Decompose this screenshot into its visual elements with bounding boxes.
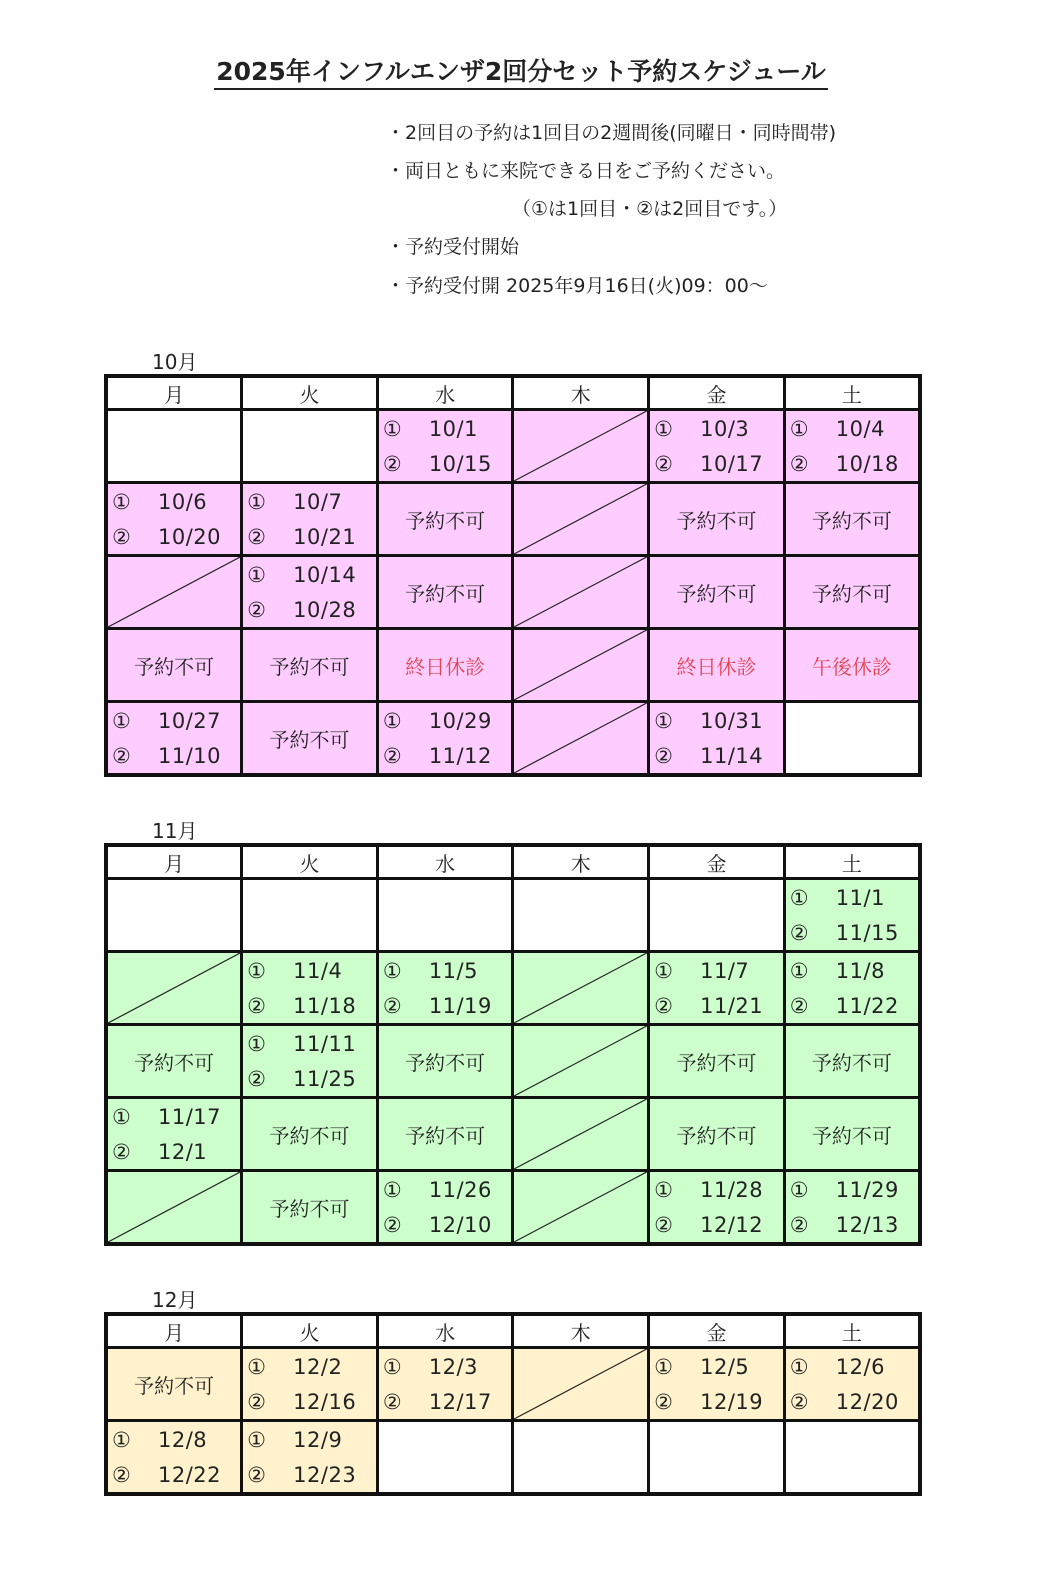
- first-dose-line: [108, 1099, 240, 1134]
- first-dose-date: 11/17: [158, 1104, 222, 1129]
- date-pair-cell: [377, 410, 513, 483]
- second-dose-date: 11/25: [293, 1066, 357, 1091]
- no-clinic-slash-cell: [513, 629, 649, 702]
- second-dose-marker: ②: [789, 1389, 809, 1414]
- second-dose-line: [786, 915, 918, 950]
- first-dose-marker: ①: [654, 416, 673, 441]
- first-dose-marker: ①: [382, 416, 402, 441]
- second-dose-marker: ②: [382, 993, 402, 1018]
- unavailable-cell: [377, 483, 513, 556]
- date-pair-cell: [377, 1171, 513, 1245]
- empty-cell: [784, 702, 920, 776]
- unavailable-label: 予約不可: [676, 1050, 757, 1075]
- first-dose-date: 10/4: [835, 416, 885, 441]
- first-dose-date: 12/6: [835, 1354, 885, 1379]
- date-pair-cell: [106, 1098, 242, 1171]
- weekday-header: 火: [242, 1314, 378, 1348]
- second-dose-line: [379, 738, 512, 773]
- first-dose-date: 10/27: [158, 708, 222, 733]
- second-dose-marker: ②: [789, 451, 809, 476]
- no-clinic-slash-cell: [513, 556, 649, 629]
- unavailable-cell: [649, 1025, 785, 1098]
- first-dose-marker: ①: [382, 708, 402, 733]
- second-dose-marker: ②: [382, 1389, 402, 1414]
- second-dose-marker: ②: [112, 1139, 131, 1164]
- december-calendar: [104, 1312, 922, 1496]
- first-dose-date: 10/3: [700, 416, 750, 441]
- month-label-november: 11月: [152, 819, 198, 843]
- second-dose-date: 11/22: [835, 993, 899, 1018]
- weekday-header: 水: [377, 1314, 513, 1348]
- week-row: [106, 1171, 920, 1245]
- second-dose-line: [786, 1384, 918, 1419]
- first-dose-marker: ①: [247, 489, 266, 514]
- first-dose-date: 12/9: [293, 1427, 343, 1452]
- first-dose-line: [108, 1422, 240, 1457]
- week-row: [106, 879, 920, 952]
- unavailable-cell: [784, 483, 920, 556]
- closed-day-label: 終日休診: [676, 654, 757, 679]
- first-dose-marker: ①: [654, 708, 673, 733]
- note-booking-start-date: ・予約受付開 2025年9月16日(火)09：00～: [386, 275, 768, 297]
- first-dose-marker: ①: [654, 1177, 673, 1202]
- first-dose-marker: ①: [382, 1354, 402, 1379]
- second-dose-date: 12/12: [700, 1212, 764, 1237]
- week-row: [106, 1098, 920, 1171]
- first-dose-date: 11/5: [428, 958, 478, 983]
- unavailable-label: 予約不可: [676, 581, 757, 606]
- first-dose-line: [243, 1422, 376, 1457]
- empty-cell: [106, 410, 242, 483]
- november-calendar: [104, 843, 922, 1246]
- second-dose-date: 11/19: [428, 993, 492, 1018]
- diagonal-slash-icon: [108, 1172, 240, 1242]
- week-row: [106, 1348, 920, 1421]
- unavailable-cell: [649, 483, 785, 556]
- unavailable-label: 予約不可: [134, 654, 215, 679]
- week-row: [106, 952, 920, 1025]
- closed-day-cell: [377, 629, 513, 702]
- second-dose-date: 10/20: [158, 524, 222, 549]
- unavailable-cell: [649, 556, 785, 629]
- no-clinic-slash-cell: [513, 483, 649, 556]
- second-dose-line: [786, 446, 918, 481]
- unavailable-label: 予約不可: [269, 654, 350, 679]
- first-dose-date: 10/1: [428, 416, 478, 441]
- second-dose-marker: ②: [112, 743, 131, 768]
- second-dose-date: 12/13: [835, 1212, 899, 1237]
- date-pair-cell: [106, 1421, 242, 1495]
- weekday-header: 土: [784, 376, 920, 410]
- second-dose-line: [650, 446, 783, 481]
- first-dose-line: [379, 953, 512, 988]
- second-dose-line: [243, 988, 376, 1023]
- unavailable-cell: [784, 1098, 920, 1171]
- week-row: [106, 1025, 920, 1098]
- diagonal-slash-icon: [514, 703, 647, 773]
- diagonal-slash-icon: [514, 953, 647, 1023]
- second-dose-date: 11/10: [158, 743, 222, 768]
- second-dose-line: [786, 1207, 918, 1242]
- date-pair-cell: [649, 1348, 785, 1421]
- weekday-header: 金: [649, 376, 785, 410]
- unavailable-cell: [649, 1098, 785, 1171]
- diagonal-slash-icon: [514, 630, 647, 700]
- closed-day-label: 終日休診: [405, 654, 486, 679]
- second-dose-marker: ②: [247, 1462, 266, 1487]
- second-dose-date: 11/18: [293, 993, 357, 1018]
- note-booking-start-heading: ・予約受付開始: [386, 236, 520, 258]
- first-dose-date: 10/29: [428, 708, 492, 733]
- unavailable-label: 予約不可: [405, 1123, 486, 1148]
- first-dose-marker: ①: [247, 1031, 266, 1056]
- first-dose-date: 12/3: [428, 1354, 478, 1379]
- first-dose-marker: ①: [112, 1104, 131, 1129]
- first-dose-date: 12/5: [700, 1354, 750, 1379]
- date-pair-cell: [106, 702, 242, 776]
- first-dose-marker: ①: [112, 489, 131, 514]
- second-dose-marker: ②: [382, 1212, 402, 1237]
- date-pair-cell: [784, 1171, 920, 1245]
- first-dose-line: [650, 1172, 783, 1207]
- first-dose-line: [243, 953, 376, 988]
- second-dose-line: [650, 1207, 783, 1242]
- second-dose-marker: ②: [247, 1066, 266, 1091]
- diagonal-slash-icon: [108, 557, 240, 627]
- second-dose-line: [379, 988, 512, 1023]
- first-dose-marker: ①: [112, 1427, 131, 1452]
- no-clinic-slash-cell: [513, 1171, 649, 1245]
- closed-day-label: 午後休診: [811, 654, 892, 679]
- first-dose-line: [786, 953, 918, 988]
- second-dose-date: 12/10: [428, 1212, 492, 1237]
- unavailable-label: 予約不可: [405, 581, 486, 606]
- first-dose-date: 11/26: [428, 1177, 492, 1202]
- second-dose-marker: ②: [654, 451, 673, 476]
- unavailable-cell: [242, 1098, 378, 1171]
- first-dose-line: [108, 484, 240, 519]
- second-dose-date: 12/23: [293, 1462, 357, 1487]
- date-pair-cell: [242, 952, 378, 1025]
- unavailable-label: 予約不可: [269, 1123, 350, 1148]
- week-row: [106, 1421, 920, 1495]
- first-dose-date: 10/14: [293, 562, 357, 587]
- empty-cell: [513, 879, 649, 952]
- second-dose-date: 12/22: [158, 1462, 222, 1487]
- second-dose-marker: ②: [247, 1389, 266, 1414]
- date-pair-cell: [784, 1348, 920, 1421]
- first-dose-marker: ①: [789, 885, 809, 910]
- empty-cell: [377, 1421, 513, 1495]
- first-dose-marker: ①: [789, 1354, 809, 1379]
- second-dose-line: [243, 1384, 376, 1419]
- empty-cell: [649, 1421, 785, 1495]
- no-clinic-slash-cell: [513, 702, 649, 776]
- diagonal-slash-icon: [514, 1026, 647, 1096]
- first-dose-date: 11/4: [293, 958, 343, 983]
- week-row: [106, 483, 920, 556]
- no-clinic-slash-cell: [106, 556, 242, 629]
- week-row: [106, 702, 920, 776]
- weekday-header: 木: [513, 376, 649, 410]
- unavailable-cell: [784, 556, 920, 629]
- date-pair-cell: [649, 1171, 785, 1245]
- october-calendar: [104, 374, 922, 777]
- first-dose-date: 11/28: [700, 1177, 764, 1202]
- first-dose-date: 12/2: [293, 1354, 343, 1379]
- weekday-header: 月: [106, 845, 242, 879]
- second-dose-date: 12/1: [158, 1139, 208, 1164]
- second-dose-date: 12/20: [835, 1389, 899, 1414]
- date-pair-cell: [242, 483, 378, 556]
- unavailable-label: 予約不可: [269, 727, 350, 752]
- note-second-dose: ・2回目の予約は1回目の2週間後(同曜日・同時間帯): [386, 122, 837, 144]
- second-dose-date: 12/19: [700, 1389, 764, 1414]
- month-label-october: 10月: [152, 350, 198, 374]
- second-dose-line: [243, 592, 376, 627]
- no-clinic-slash-cell: [513, 1098, 649, 1171]
- first-dose-marker: ①: [247, 562, 266, 587]
- first-dose-date: 11/8: [835, 958, 885, 983]
- empty-cell: [784, 1421, 920, 1495]
- second-dose-line: [650, 1384, 783, 1419]
- first-dose-date: 12/8: [158, 1427, 208, 1452]
- first-dose-marker: ①: [789, 416, 809, 441]
- date-pair-cell: [377, 952, 513, 1025]
- second-dose-marker: ②: [789, 920, 809, 945]
- unavailable-label: 予約不可: [134, 1373, 215, 1398]
- second-dose-marker: ②: [112, 1462, 131, 1487]
- unavailable-cell: [784, 1025, 920, 1098]
- second-dose-line: [379, 1384, 512, 1419]
- empty-cell: [377, 879, 513, 952]
- empty-cell: [242, 410, 378, 483]
- second-dose-marker: ②: [654, 1389, 673, 1414]
- unavailable-label: 予約不可: [676, 508, 757, 533]
- page-title: 2025年インフルエンザ2回分セット予約スケジュール: [0, 52, 1042, 88]
- second-dose-line: [243, 1457, 376, 1492]
- second-dose-marker: ②: [789, 1212, 809, 1237]
- date-pair-cell: [377, 702, 513, 776]
- second-dose-date: 10/21: [293, 524, 357, 549]
- no-clinic-slash-cell: [513, 1025, 649, 1098]
- unavailable-cell: [106, 629, 242, 702]
- second-dose-line: [379, 446, 512, 481]
- second-dose-line: [379, 1207, 512, 1242]
- first-dose-line: [650, 1349, 783, 1384]
- date-pair-cell: [784, 879, 920, 952]
- closed-day-cell: [649, 629, 785, 702]
- weekday-header: 水: [377, 376, 513, 410]
- weekday-header: 月: [106, 1314, 242, 1348]
- second-dose-marker: ②: [654, 993, 673, 1018]
- first-dose-line: [786, 880, 918, 915]
- unavailable-cell: [106, 1348, 242, 1421]
- unavailable-label: 予約不可: [811, 508, 892, 533]
- first-dose-marker: ①: [247, 1427, 266, 1452]
- second-dose-marker: ②: [247, 597, 266, 622]
- second-dose-line: [108, 519, 240, 554]
- second-dose-date: 11/21: [700, 993, 764, 1018]
- closed-day-cell: [784, 629, 920, 702]
- second-dose-line: [243, 519, 376, 554]
- first-dose-line: [108, 703, 240, 738]
- second-dose-date: 11/12: [428, 743, 492, 768]
- first-dose-line: [786, 1349, 918, 1384]
- diagonal-slash-icon: [514, 557, 647, 627]
- date-pair-cell: [242, 1025, 378, 1098]
- first-dose-marker: ①: [382, 1177, 402, 1202]
- unavailable-cell: [377, 556, 513, 629]
- first-dose-line: [243, 484, 376, 519]
- unavailable-label: 予約不可: [811, 581, 892, 606]
- first-dose-line: [379, 1172, 512, 1207]
- unavailable-cell: [377, 1025, 513, 1098]
- unavailable-label: 予約不可: [811, 1123, 892, 1148]
- first-dose-marker: ①: [382, 958, 402, 983]
- first-dose-line: [243, 1349, 376, 1384]
- empty-cell: [106, 879, 242, 952]
- unavailable-cell: [242, 1171, 378, 1245]
- second-dose-date: 11/14: [700, 743, 764, 768]
- unavailable-label: 予約不可: [405, 508, 486, 533]
- second-dose-marker: ②: [654, 743, 673, 768]
- date-pair-cell: [784, 952, 920, 1025]
- month-label-december: 12月: [152, 1288, 198, 1312]
- first-dose-date: 11/1: [835, 885, 885, 910]
- second-dose-marker: ②: [112, 524, 131, 549]
- diagonal-slash-icon: [514, 1099, 647, 1169]
- first-dose-date: 10/7: [293, 489, 343, 514]
- second-dose-line: [243, 1061, 376, 1096]
- second-dose-line: [108, 1457, 240, 1492]
- date-pair-cell: [242, 556, 378, 629]
- weekday-header: 水: [377, 845, 513, 879]
- first-dose-line: [650, 703, 783, 738]
- first-dose-line: [379, 411, 512, 446]
- first-dose-marker: ①: [789, 1177, 809, 1202]
- date-pair-cell: [649, 952, 785, 1025]
- second-dose-date: 10/18: [835, 451, 899, 476]
- first-dose-date: 10/6: [158, 489, 208, 514]
- unavailable-cell: [377, 1098, 513, 1171]
- first-dose-marker: ①: [112, 708, 131, 733]
- first-dose-marker: ①: [654, 1354, 673, 1379]
- first-dose-line: [243, 1026, 376, 1061]
- note-marker-legend: （①は1回目・②は2回目です。）: [512, 198, 788, 220]
- unavailable-label: 予約不可: [269, 1196, 350, 1221]
- date-pair-cell: [649, 410, 785, 483]
- unavailable-label: 予約不可: [811, 1050, 892, 1075]
- empty-cell: [649, 879, 785, 952]
- date-pair-cell: [106, 483, 242, 556]
- weekday-header: 火: [242, 845, 378, 879]
- week-row: [106, 410, 920, 483]
- empty-cell: [242, 879, 378, 952]
- no-clinic-slash-cell: [513, 1348, 649, 1421]
- first-dose-line: [650, 411, 783, 446]
- weekday-header: 土: [784, 845, 920, 879]
- empty-cell: [513, 1421, 649, 1495]
- first-dose-date: 10/31: [700, 708, 764, 733]
- second-dose-marker: ②: [789, 993, 809, 1018]
- weekday-header: 火: [242, 376, 378, 410]
- first-dose-date: 11/11: [293, 1031, 357, 1056]
- week-row: [106, 629, 920, 702]
- second-dose-line: [108, 738, 240, 773]
- date-pair-cell: [784, 410, 920, 483]
- weekday-header: 土: [784, 1314, 920, 1348]
- weekday-header: 木: [513, 845, 649, 879]
- second-dose-marker: ②: [382, 451, 402, 476]
- second-dose-date: 12/16: [293, 1389, 357, 1414]
- second-dose-line: [650, 988, 783, 1023]
- unavailable-label: 予約不可: [134, 1050, 215, 1075]
- date-pair-cell: [649, 702, 785, 776]
- second-dose-line: [650, 738, 783, 773]
- second-dose-date: 10/17: [700, 451, 764, 476]
- diagonal-slash-icon: [514, 1172, 647, 1242]
- second-dose-marker: ②: [247, 524, 266, 549]
- first-dose-marker: ①: [654, 958, 673, 983]
- diagonal-slash-icon: [514, 411, 647, 481]
- no-clinic-slash-cell: [513, 952, 649, 1025]
- date-pair-cell: [242, 1421, 378, 1495]
- second-dose-date: 11/15: [835, 920, 899, 945]
- diagonal-slash-icon: [108, 953, 240, 1023]
- note-both-days: ・両日ともに来院できる日をご予約ください。: [386, 160, 786, 182]
- unavailable-cell: [242, 629, 378, 702]
- first-dose-line: [379, 703, 512, 738]
- unavailable-label: 予約不可: [405, 1050, 486, 1075]
- weekday-header: 木: [513, 1314, 649, 1348]
- first-dose-marker: ①: [789, 958, 809, 983]
- diagonal-slash-icon: [514, 1349, 647, 1419]
- weekday-header: 月: [106, 376, 242, 410]
- no-clinic-slash-cell: [513, 410, 649, 483]
- second-dose-line: [108, 1134, 240, 1169]
- first-dose-line: [243, 557, 376, 592]
- second-dose-line: [786, 988, 918, 1023]
- weekday-header: 金: [649, 1314, 785, 1348]
- first-dose-line: [650, 953, 783, 988]
- unavailable-cell: [106, 1025, 242, 1098]
- date-pair-cell: [377, 1348, 513, 1421]
- first-dose-line: [786, 1172, 918, 1207]
- no-clinic-slash-cell: [106, 952, 242, 1025]
- date-pair-cell: [242, 1348, 378, 1421]
- first-dose-marker: ①: [247, 958, 266, 983]
- first-dose-date: 11/7: [700, 958, 750, 983]
- second-dose-marker: ②: [382, 743, 402, 768]
- second-dose-marker: ②: [654, 1212, 673, 1237]
- diagonal-slash-icon: [514, 484, 647, 554]
- unavailable-cell: [242, 702, 378, 776]
- second-dose-date: 10/28: [293, 597, 357, 622]
- first-dose-date: 11/29: [835, 1177, 899, 1202]
- weekday-header: 金: [649, 845, 785, 879]
- week-row: [106, 556, 920, 629]
- second-dose-date: 10/15: [428, 451, 492, 476]
- no-clinic-slash-cell: [106, 1171, 242, 1245]
- unavailable-label: 予約不可: [676, 1123, 757, 1148]
- first-dose-marker: ①: [247, 1354, 266, 1379]
- first-dose-line: [379, 1349, 512, 1384]
- first-dose-line: [786, 411, 918, 446]
- second-dose-marker: ②: [247, 993, 266, 1018]
- second-dose-date: 12/17: [428, 1389, 492, 1414]
